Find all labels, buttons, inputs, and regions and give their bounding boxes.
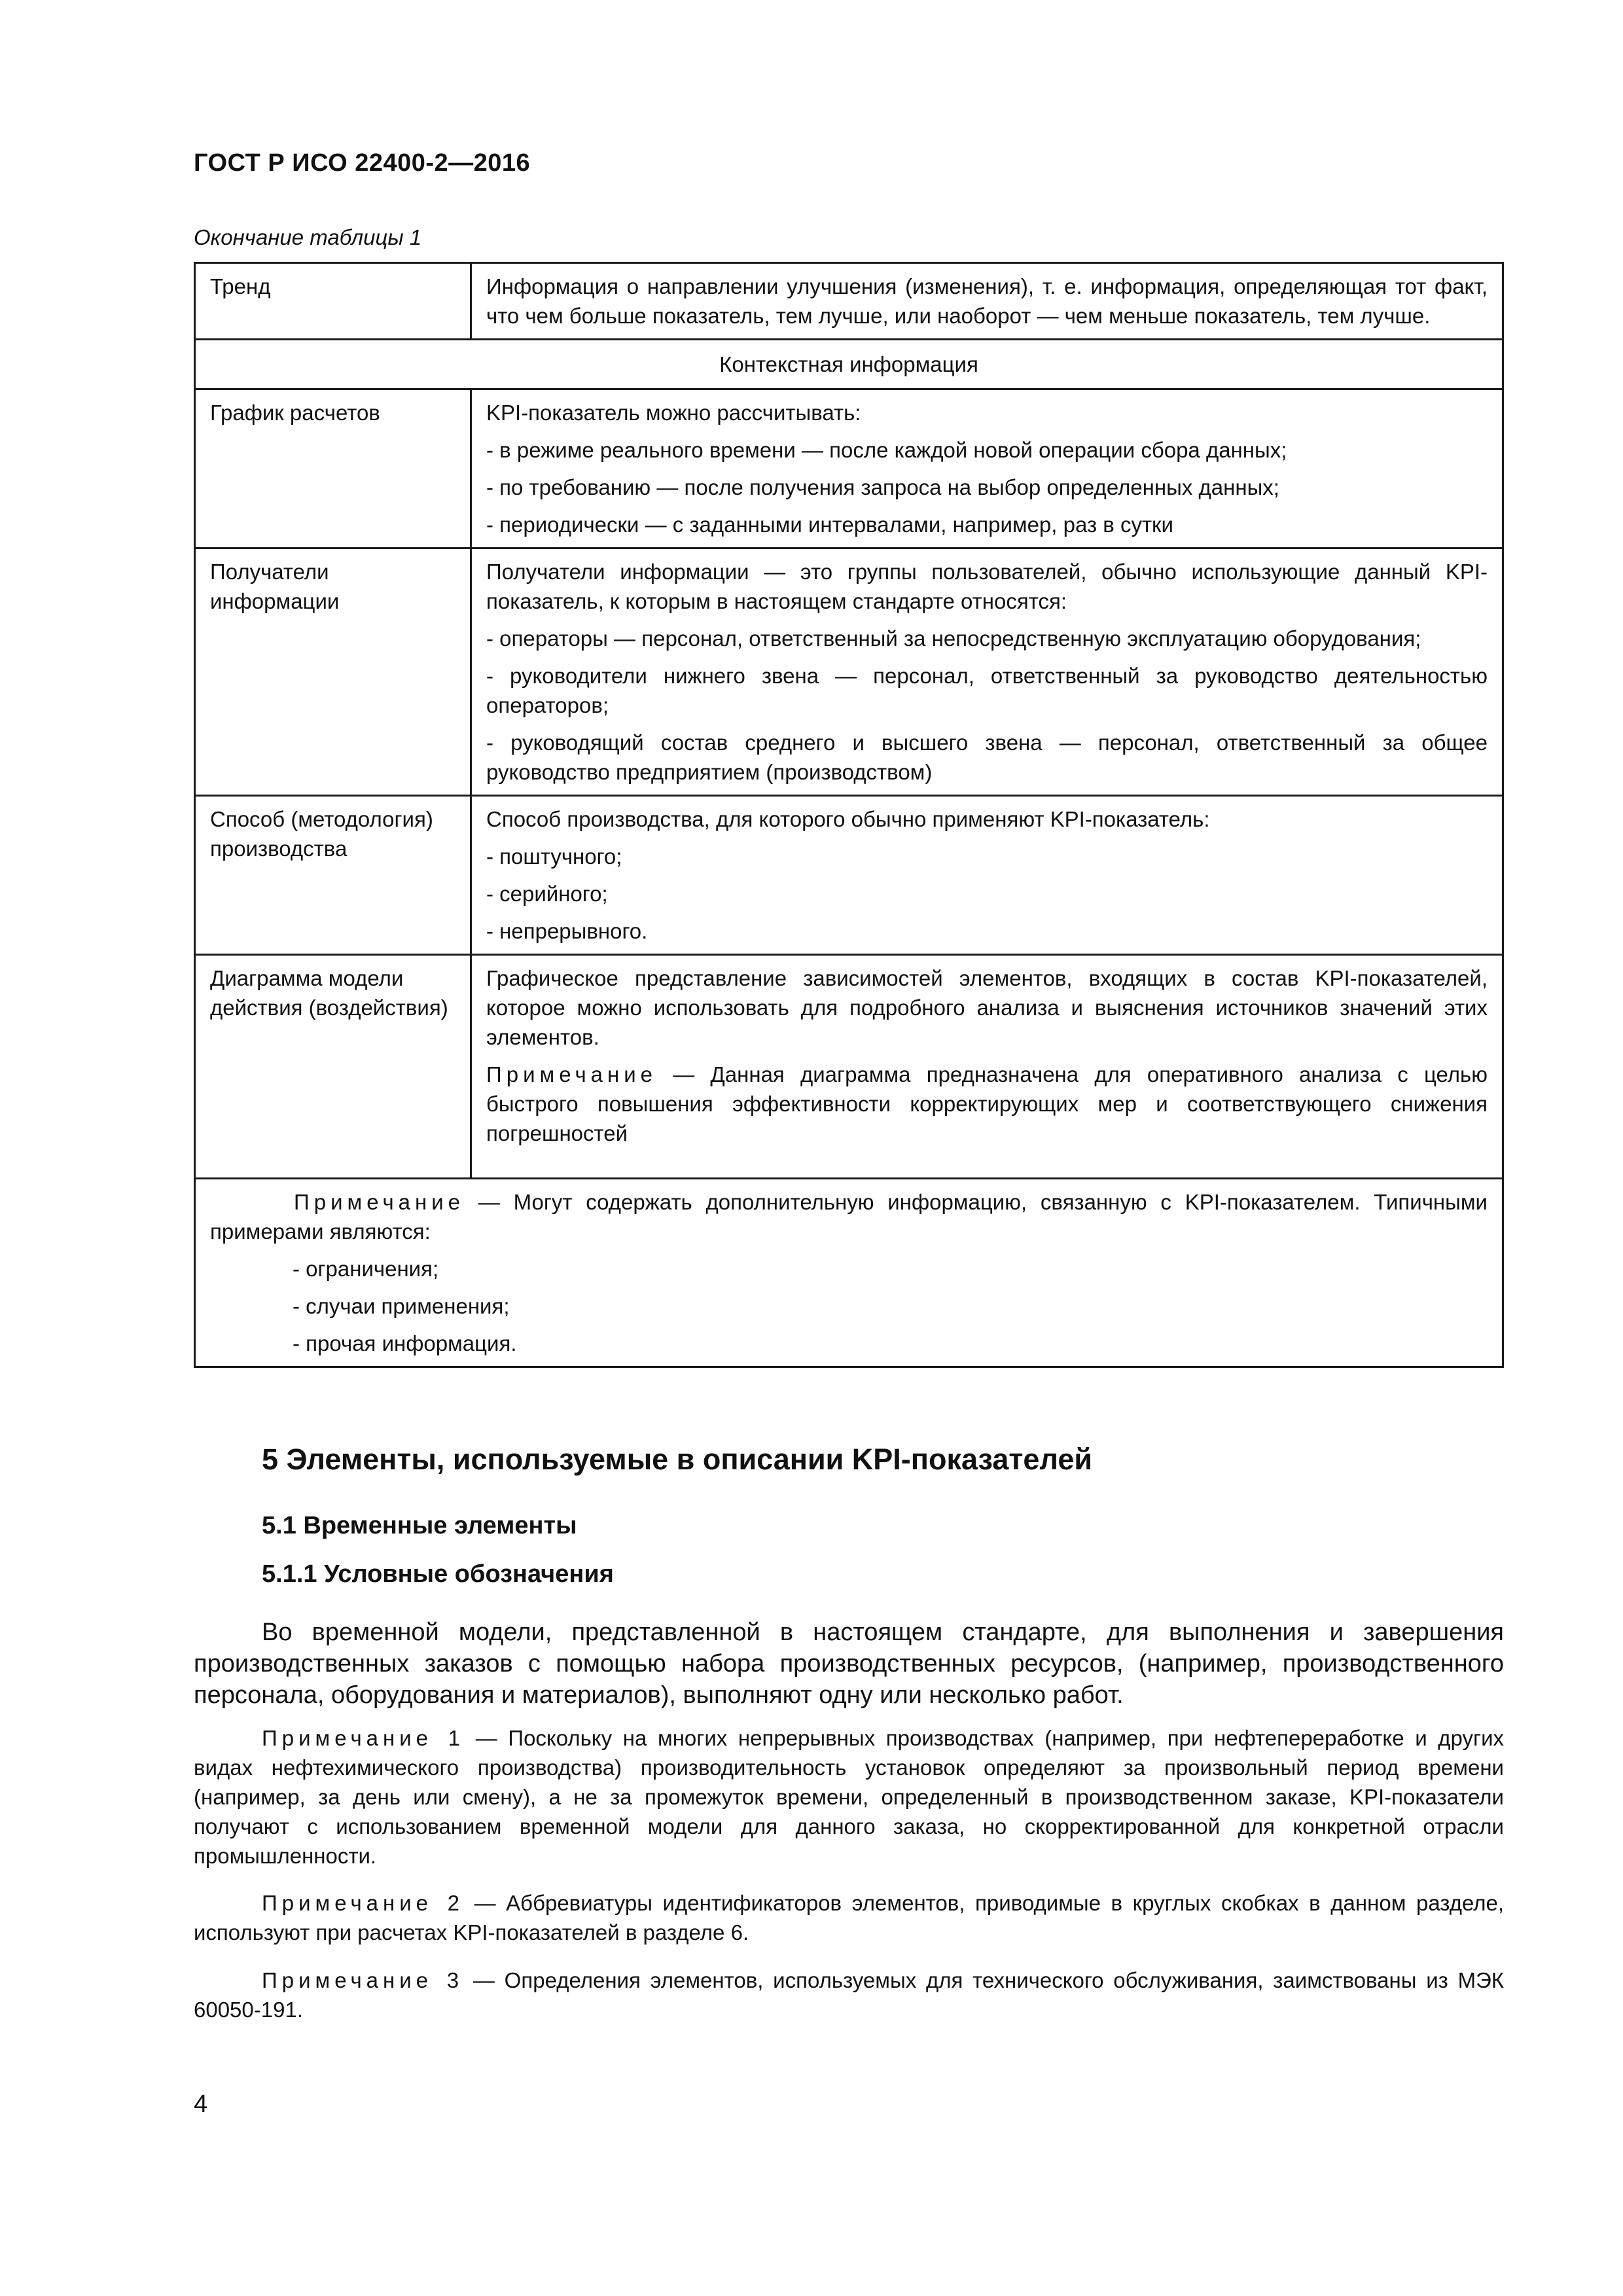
method-cell [471, 796, 1503, 955]
schedule-cell [471, 389, 1503, 548]
table-caption: Окончание таблицы 1 [194, 225, 422, 249]
kpi-table [194, 262, 1504, 1368]
section-5-1-heading: 5.1 Временные элементы [262, 1512, 577, 1539]
table-row-schedule [195, 389, 1503, 548]
schedule-label: График расчетов [195, 389, 471, 548]
final-note-cell [195, 1179, 1503, 1367]
final-note-item: - случаи применения; [293, 1294, 510, 1318]
section-5-1-1-heading: 5.1.1 Условные обозначения [262, 1560, 614, 1588]
note-2 [194, 1888, 1504, 1947]
final-note-label: Примечание [294, 1190, 465, 1214]
trend-text: Информация о направлении улучшения (изменения), т. е. информация, определяющая тот факт, что чем больше показатель, тем лучше, или наоборот — чем меньше показатель, тем лучше. [471, 263, 1503, 340]
kpi-attributes-table [194, 262, 1504, 1368]
final-note-text: — Могут содержать дополнительную информацию, связанную с KPI-показателем. Типичными примерами являются: [210, 1190, 1488, 1244]
method-item: - непрерывного. [486, 919, 648, 943]
note-1 [194, 1723, 1504, 1871]
table-row-final-note [195, 1179, 1503, 1367]
trend-label: Тренд [195, 263, 471, 340]
diagram-note-text: — Данная диаграмма предназначена для оперативного анализа с целью быстрого повышения эффективности корректирующих мер и соответствующего снижения погрешностей [486, 1062, 1488, 1145]
section-5-1-1-paragraph: Во временной модели, представленной в настоящем стандарте, для выполнения и завершения производственных заказов с помощью набора производственных ресурсов, (например, производственного персонала, оборудования и материалов), выполняют одну или несколько работ. [194, 1619, 1504, 1709]
table-row-context-header [195, 340, 1503, 389]
schedule-item: - периодически — с заданными интервалами, например, раз в сутки [486, 512, 1173, 537]
schedule-intro: KPI-показатель можно рассчитывать: [486, 401, 861, 425]
section-5-heading: 5 Элементы, используемые в описании KPI-показателей [262, 1443, 1093, 1476]
note-1-text: — Поскольку на многих непрерывных производствах (например, при нефтепереработке и других видах нефтехимического производства) производительность установок определяют за произвольный период времени (например, за день или смену), а не за промежуток времени, определенный в производственном заказе, KPI-показатели получают с использованием временной модели для данного заказа, но скорректированной для конкретной отрасли промышленности. [194, 1726, 1505, 1868]
final-note [210, 1187, 1488, 1246]
schedule-item: - по требованию — после получения запроса на выбор определенных данных; [486, 475, 1279, 499]
diagram-cell [471, 955, 1503, 1179]
note-2-label: Примечание 2 [262, 1891, 464, 1915]
method-label: Способ (методология) производства [195, 796, 471, 955]
method-item: - поштучного; [486, 844, 622, 869]
diagram-label: Диаграмма модели действия (воздействия) [195, 955, 471, 1179]
recipients-cell [471, 548, 1503, 796]
diagram-note-label: Примечание [486, 1062, 658, 1086]
method-item: - серийного; [486, 882, 608, 906]
recipients-label: Получатели информации [195, 548, 471, 796]
diagram-note [486, 1060, 1488, 1148]
diagram-text: Графическое представление зависимостей элементов, входящих в состав KPI-показателей, которое можно использовать для подробного анализа и выяснения источников значений этих элементов. [486, 966, 1488, 1049]
method-intro: Способ производства, для которого обычно применяют KPI-показатель: [486, 807, 1210, 831]
final-note-list [210, 1254, 1488, 1358]
table-row-method [195, 796, 1503, 955]
page-number: 4 [194, 2090, 208, 2118]
table-row-diagram [195, 955, 1503, 1179]
table-row-recipients [195, 548, 1503, 796]
recipients-intro: Получатели информации — это группы пользователей, обычно использующие данный KPI-показатель, к которым в настоящем стандарте относятся: [486, 560, 1488, 613]
recipients-item: - операторы — персонал, ответственный за непосредственную эксплуатацию оборудования; [486, 626, 1421, 651]
schedule-item: - в режиме реального времени — после каждой новой операции сбора данных; [486, 438, 1287, 462]
note-3 [194, 1965, 1504, 2024]
recipients-item: - руководители нижнего звена — персонал, ответственный за руководство деятельностью операторов; [486, 664, 1488, 717]
note-2-text: — Аббревиатуры идентификаторов элементов, приводимые в круглых скобках в данном разделе, используют при расчетах KPI-показателей в разделе 6. [194, 1891, 1505, 1945]
final-note-item: - прочая информация. [293, 1331, 517, 1355]
document-code: ГОСТ Р ИСО 22400-2—2016 [194, 149, 531, 177]
table-row-trend [195, 263, 1503, 340]
final-note-item: - ограничения; [293, 1257, 439, 1281]
note-1-label: Примечание 1 [262, 1726, 465, 1750]
note-3-text: — Определения элементов, используемых для технического обслуживания, заимствованы из МЭК 60050-191. [194, 1968, 1505, 2022]
recipients-item: - руководящий состав среднего и высшего звена — персонал, ответственный за общее руководство предприятием (производством) [486, 730, 1488, 784]
note-3-label: Примечание 3 [262, 1968, 464, 1992]
context-header: Контекстная информация [195, 340, 1503, 389]
